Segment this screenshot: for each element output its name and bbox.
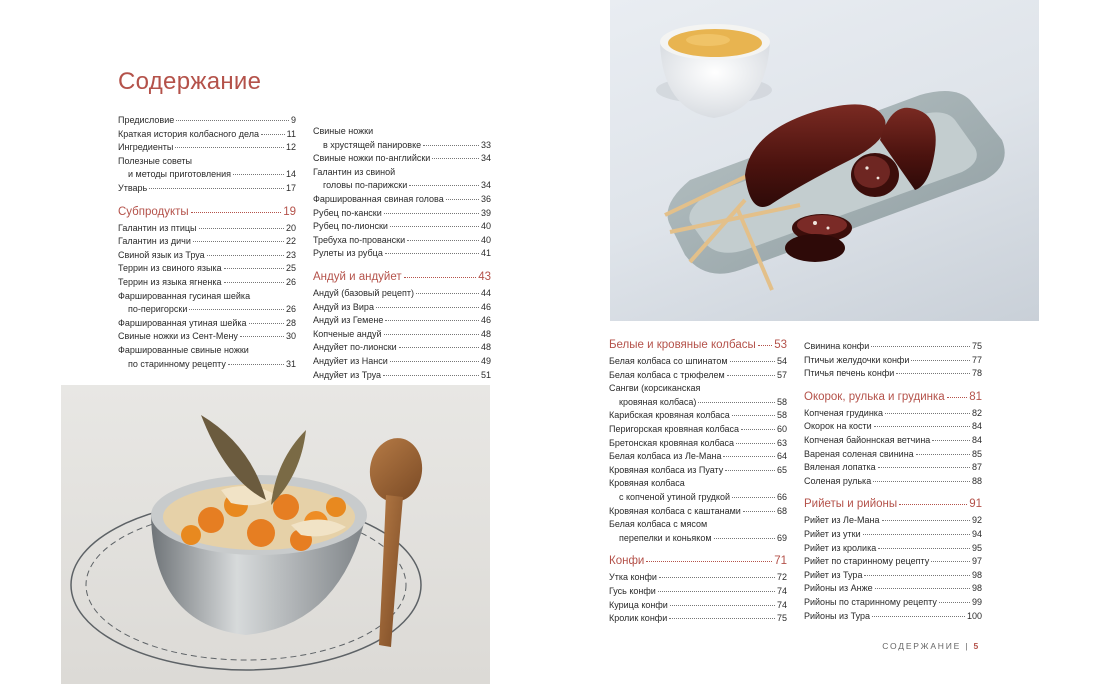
toc-page-number: 17 [285,182,296,193]
toc-leader-dots [730,361,775,362]
toc-entry [313,234,491,248]
toc-entry [118,235,296,249]
toc-entry [609,505,787,519]
toc-leader-dots [896,373,970,374]
toc-page-number: 74 [776,585,787,596]
toc-entry-title: Курица конфи [609,599,668,610]
toc-entry [313,152,491,166]
toc-leader-dots [407,240,479,241]
toc-page-number: 58 [776,410,787,421]
toc-page-number: 53 [774,339,787,351]
toc-entry-title: по старинному рецепту [128,358,226,369]
toc-entry [609,450,787,464]
toc-entry-title: с копченой утиной грудкой [619,491,730,502]
toc-entry-title: Свиной язык из Труа [118,249,205,260]
toc-page-number: 22 [285,236,296,247]
toc-entry [313,355,491,369]
toc-entry [804,354,982,368]
toc-page-number: 28 [285,317,296,328]
toc-entry-title: Карибская кровяная колбаса [609,410,730,421]
toc-entry [118,317,296,331]
toc-leader-dots [732,415,775,416]
toc-entry-title: Белая колбаса из Ле-Мана [609,451,722,462]
toc-entry-title: Рийет по старинному рецепту [804,556,930,567]
toc-entry-title: Андуй (базовый рецепт) [313,287,414,298]
toc-entry-title: Птичья печень конфи [804,368,895,379]
toc-page-number: 46 [480,315,491,326]
toc-page-number: 63 [776,437,787,448]
toc-leader-dots [383,375,479,376]
toc-entry [609,464,787,478]
toc-entry [804,514,982,528]
toc-entry [804,461,982,475]
toc-entry [609,585,787,599]
toc-page-number: 57 [776,369,787,380]
toc-entry-title: Птичьи желудочки конфи [804,354,910,365]
toc-entry [804,434,982,448]
toc-entry [804,420,982,434]
toc-page-number: 26 [285,276,296,287]
toc-entry [804,542,982,556]
toc-entry-title: Кровяная колбаса [609,478,685,489]
toc-page-number: 71 [774,555,787,568]
toc-entry [609,423,787,437]
toc-entry [118,168,296,182]
toc-entry-title: Фаршированная гусиная шейка [118,290,251,301]
toc-page-number: 43 [478,270,491,283]
toc-entry [609,369,787,383]
toc-entry-title: Вареная соленая свинина [804,448,914,459]
toc-leader-dots [725,470,775,471]
toc-entry-title: Рубец по-лионски [313,221,388,232]
toc-entry-title: Соленая рулька [804,475,872,486]
toc-entry-title: Рийоны из Тура [804,610,871,621]
toc-entry-title: Галантин из дичи [118,236,191,247]
toc-leader-dots [193,241,284,242]
toc-page-number: 31 [285,358,296,369]
toc-entry-title: Галантин из свиной [313,166,396,177]
toc-entry [804,475,982,489]
toc-entry-title: Рийеты и рийоны [804,498,898,511]
toc-entry-title: Андуйет по-лионски [313,342,397,353]
toc-entry-title: Террин из языка ягненка [118,276,222,287]
toc-entry [804,340,982,354]
toc-entry-title: Рубец по-кански [313,207,382,218]
toc-leader-dots [249,323,284,324]
toc-leader-dots [741,429,775,430]
toc-entry-title: Рийет из Ле-Мана [804,515,880,526]
toc-page-number: 95 [971,542,982,553]
toc-page-number: 68 [776,505,787,516]
toc-page-number: 33 [480,139,491,150]
toc-entry [609,437,787,451]
toc-entry [313,139,491,153]
toc-entry [804,448,982,462]
toc-entry [118,358,296,372]
footer-separator: | [965,641,970,651]
toc-entry-title: Кролик конфи [609,613,668,624]
toc-section-heading [118,204,296,220]
toc-page-number: 85 [971,448,982,459]
toc-page-number: 75 [971,341,982,351]
toc-leader-dots [658,591,775,592]
toc-page-number: 98 [971,569,982,580]
toc-entry [313,193,491,207]
toc-leader-dots [409,185,479,186]
toc-leader-dots [423,145,479,146]
toc-entry [313,314,491,328]
toc-leader-dots [714,538,775,539]
toc-entry [804,596,982,610]
toc-leader-dots [916,454,970,455]
toc-page-number: 40 [480,221,491,232]
toc-page-number: 77 [971,354,982,365]
toc-entry-title: Рийет из утки [804,528,861,539]
toc-page-number: 40 [480,234,491,245]
toc-entry-title: Бретонская кровяная колбаса [609,437,735,448]
toc-entry [313,341,491,355]
toc-leader-dots [670,605,775,606]
toc-page-number: 74 [776,599,787,610]
toc-leader-dots [390,226,479,227]
toc-entry [313,166,491,180]
toc-leader-dots [416,293,479,294]
toc-entry [609,599,787,613]
toc-leader-dots [875,588,970,589]
toc-entry-title: Субпродукты [118,205,189,218]
toc-page-number: 48 [480,328,491,339]
toc-entry [118,249,296,263]
toc-leader-dots [432,158,479,159]
toc-entry-title: Фаршированная утиная шейка [118,317,247,328]
footer-section-label: СОДЕРЖАНИЕ [882,641,962,651]
toc-entry [609,491,787,505]
toc-entry-title: Андуй и андуйет [313,270,402,283]
toc-leader-dots [385,253,479,254]
toc-entry-title: перепелки и коньяком [619,532,712,543]
toc-leader-dots [384,334,479,335]
toc-entry-title: Копченая грудинка [804,407,883,418]
toc-entry [313,369,491,383]
toc-leader-dots [390,361,479,362]
toc-leader-dots [659,577,775,578]
toc-entry-title: головы по-парижски [323,180,408,191]
blood-sausage-illustration [610,0,1039,321]
toc-entry [118,155,296,169]
toc-leader-dots [931,561,970,562]
toc-entry-title: Фаршированная свиная голова [313,193,444,204]
toc-section-heading [804,496,982,512]
toc-page-number: 84 [971,421,982,432]
toc-entry [609,396,787,410]
toc-entry-title: Белая колбаса со шпинатом [609,356,728,366]
toc-entry [609,382,787,396]
toc-leader-dots [175,147,284,148]
toc-entry [609,612,787,626]
toc-page-number: 92 [971,515,982,526]
toc-entry-title: Галантин из птицы [118,222,197,233]
toc-page-number: 20 [285,222,296,233]
toc-entry-title: Окорок на кости [804,421,872,432]
page-number: 5 [973,641,980,651]
toc-column-3 [609,337,787,626]
toc-page-number: 58 [776,396,787,407]
toc-entry-title: Копченые андуй [313,328,382,339]
toc-entry-title: Белая колбаса с мясом [609,519,708,530]
toc-leader-dots [376,307,479,308]
toc-entry-title: Кровяная колбаса из Пуату [609,464,724,475]
toc-page-number: 81 [969,390,982,403]
toc-leader-dots [939,602,970,603]
toc-entry-title: в хрустящей панировке [323,139,422,150]
toc-leader-dots [646,561,772,562]
toc-entry-title: Свиные ножки по-английски [313,153,431,164]
toc-entry [118,262,296,276]
toc-leader-dots [191,212,282,213]
toc-leader-dots [874,426,970,427]
toc-leader-dots [723,456,775,457]
toc-page-number: 23 [285,249,296,260]
toc-column-4 [804,340,982,623]
toc-entry [609,477,787,491]
toc-page-number: 39 [480,207,491,218]
toc-leader-dots [261,134,285,135]
toc-entry-title: Рийет из Тура [804,569,863,580]
toc-entry-title: Полезные советы [118,155,192,166]
toc-leader-dots [932,440,970,441]
toc-entry [609,355,787,369]
toc-entry [118,114,296,128]
toc-entry [313,287,491,301]
toc-leader-dots [384,213,479,214]
toc-entry [118,182,296,196]
toc-leader-dots [233,174,284,175]
toc-entry-title: Утварь [118,182,148,193]
toc-leader-dots [224,268,284,269]
toc-leader-dots [189,309,284,310]
toc-page-number: 34 [480,180,491,191]
toc-entry [118,128,296,142]
toc-page-number: 49 [480,355,491,366]
toc-entry-title: Свинина конфи [804,341,870,351]
toc-entry [804,610,982,624]
toc-entry [118,330,296,344]
toc-page-number: 88 [971,475,982,486]
toc-entry [118,222,296,236]
toc-leader-dots [399,347,479,348]
toc-entry [118,276,296,290]
toc-entry [609,409,787,423]
toc-section-heading [609,337,787,353]
toc-page-number: 65 [776,464,787,475]
toc-entry-title: Свиные ножки [313,126,374,136]
toc-page-number: 54 [776,356,787,366]
toc-entry-title: Рулеты из рубца [313,248,383,259]
toc-leader-dots [385,320,479,321]
toc-entry [313,207,491,221]
toc-page-number: 12 [285,142,296,153]
toc-leader-dots [911,360,970,361]
toc-entry-title: Рийоны по старинному рецепту [804,596,937,607]
toc-entry-title: и методы приготовления [128,169,231,180]
toc-entry-title: Требуха по-провански [313,234,406,245]
toc-page-number: 36 [480,193,491,204]
toc-page-number: 48 [480,342,491,353]
toc-leader-dots [727,375,775,376]
toc-entry [313,301,491,315]
toc-leader-dots [149,188,284,189]
toc-entry-title: Белая колбаса с трюфелем [609,369,725,380]
toc-page-number: 9 [290,115,296,125]
blood-sausage-plate-photo [610,0,1039,321]
toc-column-1 [118,114,296,371]
toc-leader-dots [882,520,970,521]
toc-leader-dots [873,481,970,482]
toc-leader-dots [207,255,284,256]
page-title: Содержание [118,68,262,96]
toc-entry [804,555,982,569]
toc-entry-title: Рийет из кролика [804,542,877,553]
toc-column-2 [313,125,491,382]
toc-leader-dots [885,413,970,414]
toc-page-number: 11 [286,128,296,139]
toc-page-number: 78 [971,368,982,379]
toc-page-number: 19 [283,205,296,218]
toc-entry [804,367,982,381]
tripe-stew-pot-photo [61,385,490,684]
toc-leader-dots [176,120,289,121]
toc-leader-dots [199,228,284,229]
toc-entry-title: Белые и кровяные колбасы [609,339,756,351]
toc-page-number: 51 [480,369,491,380]
toc-entry-title: Краткая история колбасного дела [118,128,259,139]
toc-leader-dots [404,277,477,278]
toc-entry [118,141,296,155]
toc-entry-title: Террин из свиного языка [118,263,222,274]
toc-leader-dots [446,199,479,200]
toc-section-heading [313,269,491,285]
toc-entry-title: Перигорская кровяная колбаса [609,423,740,434]
toc-page-number: 87 [971,462,982,473]
toc-page-number: 60 [776,423,787,434]
toc-leader-dots [863,534,970,535]
toc-entry-title: Рийоны из Анже [804,583,873,594]
toc-entry-title: Сангви (корсиканская [609,383,701,394]
toc-entry [804,528,982,542]
toc-leader-dots [864,575,970,576]
toc-entry [313,247,491,261]
page-footer [882,641,980,651]
toc-page-number: 91 [969,498,982,511]
toc-page-number: 66 [776,491,787,502]
toc-entry [313,220,491,234]
toc-entry-title: Копченая байоннская ветчина [804,434,931,445]
toc-page-number: 64 [776,451,787,462]
toc-page-number: 84 [971,434,982,445]
toc-page-number: 41 [480,248,491,259]
toc-leader-dots [240,336,284,337]
toc-entry [313,179,491,193]
toc-entry [804,569,982,583]
toc-entry [313,125,491,139]
toc-page-number: 30 [285,331,296,342]
toc-leader-dots [228,364,284,365]
toc-entry [609,571,787,585]
toc-entry [609,518,787,532]
toc-leader-dots [947,397,968,398]
toc-page-number: 100 [966,610,982,621]
toc-leader-dots [743,511,775,512]
toc-leader-dots [758,345,772,346]
toc-entry-title: Гусь конфи [609,585,656,596]
toc-entry [609,532,787,546]
toc-entry-title: Фаршированные свиные ножки [118,344,249,355]
toc-page-number: 25 [285,263,296,274]
toc-page-number: 34 [480,153,491,164]
toc-entry [118,290,296,304]
toc-leader-dots [878,548,970,549]
toc-leader-dots [736,443,775,444]
toc-section-heading [609,553,787,569]
toc-entry [118,303,296,317]
toc-entry [118,344,296,358]
toc-page-number: 44 [480,287,491,298]
toc-entry-title: Предисловие [118,115,175,125]
toc-leader-dots [878,467,970,468]
toc-page-number: 98 [971,583,982,594]
toc-page-number: 72 [776,572,787,583]
toc-entry-title: Вяленая лопатка [804,462,876,473]
toc-entry-title: Утка конфи [609,572,657,583]
toc-page-number: 69 [776,532,787,543]
toc-page-number: 26 [285,304,296,315]
toc-entry-title: Свиные ножки из Сент-Мену [118,331,238,342]
toc-page-number: 46 [480,301,491,312]
toc-entry [313,328,491,342]
toc-page-number: 75 [776,613,787,624]
toc-page-number: 94 [971,528,982,539]
toc-entry-title: Андуйет из Труа [313,369,382,380]
toc-entry-title: Конфи [609,555,645,568]
toc-section-heading [804,389,982,405]
toc-entry-title: Ингредиенты [118,142,174,153]
toc-leader-dots [669,618,775,619]
toc-entry-title: Андуй из Вира [313,301,374,312]
toc-entry [804,582,982,596]
toc-entry [804,407,982,421]
toc-page-number: 97 [971,556,982,567]
toc-page-number: 14 [285,169,296,180]
toc-entry-title: по-перигорски [128,304,188,315]
toc-leader-dots [732,497,775,498]
toc-leader-dots [224,282,284,283]
toc-entry-title: Андуй из Гемене [313,315,384,326]
toc-entry-title: кровяная колбаса) [619,396,697,407]
toc-entry-title: Андуйет из Нанси [313,355,388,366]
toc-page-number: 82 [971,407,982,418]
toc-page-number: 99 [971,596,982,607]
toc-entry-title: Кровяная колбаса с каштанами [609,505,741,516]
toc-entry-title: Окорок, рулька и грудинка [804,390,945,403]
toc-leader-dots [698,402,775,403]
tripe-stew-illustration [61,385,490,684]
toc-leader-dots [871,346,970,347]
toc-leader-dots [899,504,967,505]
toc-leader-dots [872,616,965,617]
